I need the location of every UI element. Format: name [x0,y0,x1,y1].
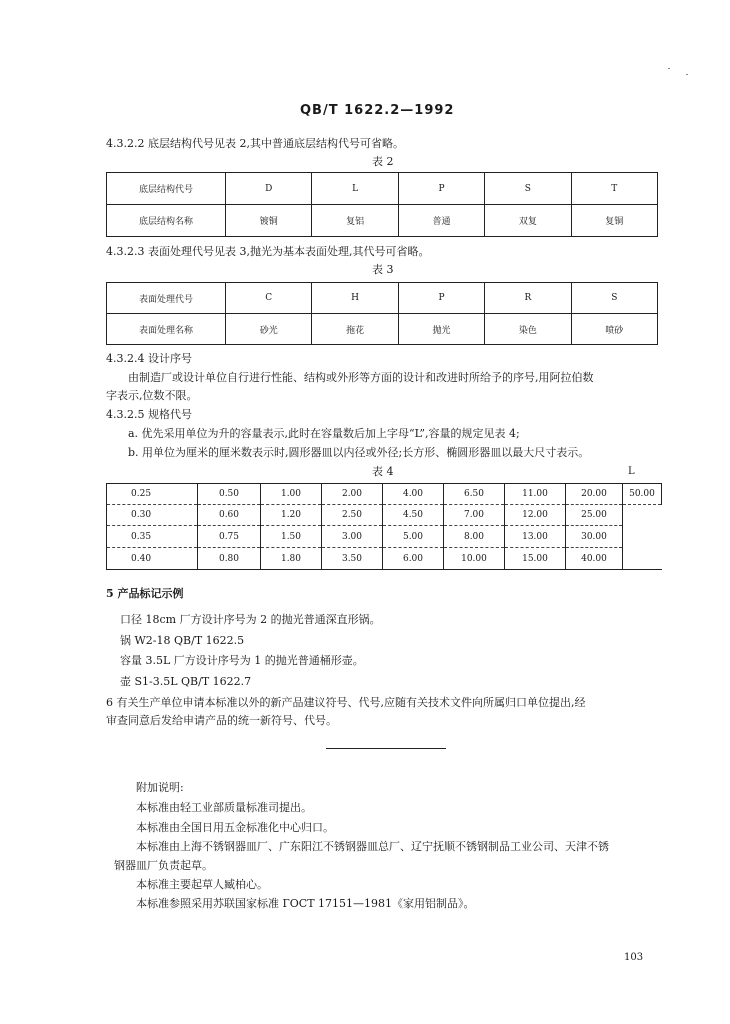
table-cell: 3.50 [322,548,383,570]
scan-speck [668,68,670,69]
table-cell: 4.50 [383,505,444,526]
notes-title: 附加说明: [136,781,184,794]
table-cell: 喷砂 [571,314,657,345]
table-cell: P [398,173,484,205]
clause-4325-b: b. 用单位为厘米的厘米数表示时,圆形器皿以内径或外径;长方形、椭圆形器皿以最大尺寸表示。 [128,446,590,459]
table-2-caption: 表 2 [372,155,394,168]
table-4-unit: L [628,466,635,477]
table-cell: 12.00 [505,505,566,526]
table-cell: S [485,173,571,205]
example-1: 口径 18cm 厂方设计序号为 2 的抛光普通深直形锅。 [120,613,381,626]
table-cell: 底层结构代号 [107,173,226,205]
scan-speck [686,74,688,75]
table-4 [106,483,662,570]
table-cell: 拖花 [312,314,398,345]
page-header: QB/T 1622.2—1992 [300,103,455,118]
table-cell: 表面处理名称 [107,314,226,345]
table-cell: 1.00 [261,484,322,505]
table-4-caption: 表 4 [372,465,394,478]
table-2 [106,172,658,237]
table-row [107,526,662,548]
table-cell: L [312,173,398,205]
table-cell: 5.00 [383,526,444,548]
clause-4325-a: a. 优先采用单位为升的容量表示,此时在容量数后加上字母“L”,容量的规定见表 4; [128,427,520,440]
divider-rule [326,748,446,749]
section-6-line1: 6 有关生产单位申请本标准以外的新产品建议符号、代号,应随有关技术文件向所属归口单位提出,经 [106,696,586,709]
table-cell: 0.35 [107,526,198,548]
table-cell: 0.40 [107,548,198,570]
example-2: 容量 3.5L 厂方设计序号为 1 的抛光普通桶形壶。 [120,654,364,667]
table-cell: 砂光 [226,314,312,345]
table-cell: 0.75 [198,526,261,548]
table-row [107,314,658,345]
table-cell: 2.50 [322,505,383,526]
table-cell: 15.00 [505,548,566,570]
table-row [107,173,658,205]
example-1-mark: 锅 W2-18 QB/T 1622.5 [120,634,245,647]
note-line: 钢器皿厂负责起草。 [114,859,213,872]
table-cell: 复铝 [312,205,398,237]
table-cell: 30.00 [566,526,623,548]
table-cell: 2.00 [322,484,383,505]
clause-4322: 4.3.2.2 底层结构代号见表 2,其中普通底层结构代号可省略。 [106,137,404,150]
table-cell: D [226,173,312,205]
table-cell: 1.50 [261,526,322,548]
table-cell: 11.00 [505,484,566,505]
table-cell: 0.30 [107,505,198,526]
clause-4324-line1: 由制造厂或设计单位自行进行性能、结构或外形等方面的设计和改进时所给予的序号,用阿拉伯数 [128,371,594,384]
table-cell: 7.00 [444,505,505,526]
table-cell: R [485,283,571,314]
clause-4325-title: 4.3.2.5 规格代号 [106,408,192,421]
table-cell: 10.00 [444,548,505,570]
table-cell: 6.50 [444,484,505,505]
table-cell: 0.60 [198,505,261,526]
table-cell [623,526,662,548]
clause-4323: 4.3.2.3 表面处理代号见表 3,抛光为基本表面处理,其代号可省略。 [106,245,430,258]
table-cell [623,505,662,526]
table-3-caption: 表 3 [372,263,394,276]
note-line: 本标准参照采用苏联国家标准 ГОСТ 17151—1981《家用铝制品》。 [136,897,475,910]
table-cell: 4.00 [383,484,444,505]
table-cell: 0.80 [198,548,261,570]
note-line: 本标准由全国日用五金标准化中心归口。 [136,821,334,834]
table-cell: 25.00 [566,505,623,526]
table-cell: 50.00 [623,484,662,505]
table-cell: 40.00 [566,548,623,570]
table-cell: H [312,283,398,314]
section-5-title: 5 产品标记示例 [106,587,184,600]
table-cell: 镀铜 [226,205,312,237]
example-2-mark: 壶 S1-3.5L QB/T 1622.7 [120,675,252,688]
table-cell: 20.00 [566,484,623,505]
table-cell: 复铜 [571,205,657,237]
section-6-line2: 审查同意后发给申请产品的统一新符号、代号。 [106,714,337,727]
table-cell: S [571,283,657,314]
table-cell: 抛光 [398,314,484,345]
table-3 [106,282,658,345]
clause-4324-line2: 字表示,位数不限。 [106,389,198,402]
table-cell: 底层结构名称 [107,205,226,237]
table-row [107,505,662,526]
table-cell: 1.80 [261,548,322,570]
table-cell: 13.00 [505,526,566,548]
page-number: 103 [624,952,644,963]
table-cell: 0.25 [107,484,198,505]
table-row [107,548,662,570]
table-cell: 6.00 [383,548,444,570]
table-cell: 0.50 [198,484,261,505]
table-cell: 3.00 [322,526,383,548]
table-cell: 1.20 [261,505,322,526]
note-line: 本标准由上海不锈钢器皿厂、广东阳江不锈钢器皿总厂、辽宁抚顺不锈钢制品工业公司、天津不锈 [136,840,609,853]
table-row [107,283,658,314]
table-cell: 表面处理代号 [107,283,226,314]
table-row [107,205,658,237]
clause-4324-title: 4.3.2.4 设计序号 [106,352,192,365]
table-cell: 染色 [485,314,571,345]
table-cell: C [226,283,312,314]
table-cell: T [571,173,657,205]
table-row [107,484,662,505]
table-cell: 8.00 [444,526,505,548]
table-cell: 普通 [398,205,484,237]
table-cell: 双复 [485,205,571,237]
note-line: 本标准由轻工业部质量标准司提出。 [136,801,312,814]
table-cell: P [398,283,484,314]
note-line: 本标准主要起草人臧柏心。 [136,878,268,891]
table-cell [623,548,662,570]
